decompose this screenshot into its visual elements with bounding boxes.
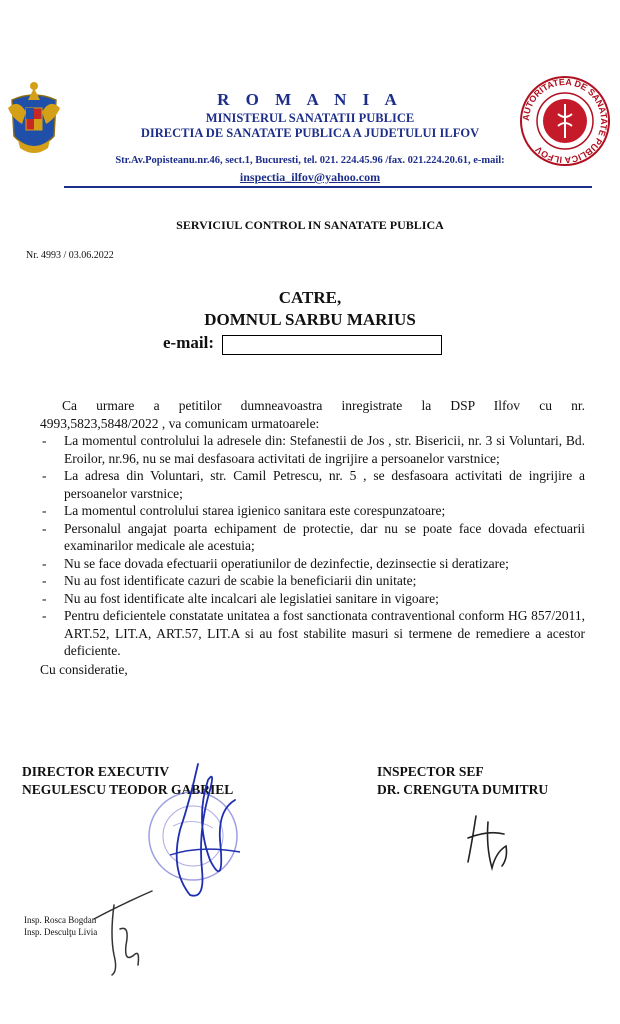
registration-number: Nr. 4993 / 03.06.2022 [26,250,114,261]
inspector-name-1: Insp. Rosca Bogdan [24,915,97,925]
closing-phrase: Cu consideratie, [40,661,128,677]
recipient-name: DOMNUL SARBU MARIUS [204,310,416,329]
finding-item: - La momentul controlului starea igienico sanitara este corespunzatoare; [40,502,585,520]
directorate-title: DIRECTIA DE SANATATE PUBLICA A JUDETULUI ILFOV [140,126,480,140]
seal-text: AUTORITATEA DE SANATATE PUBLICA ILFOV [520,76,610,166]
finding-item: - La momentul controlului la adresele din: Stefanestii de Jos , str. Bisericii, nr. 3 si Voluntari, Bd. Eroilor, nr.96, nu se mai desfasoara activitati de ingrijire a persoanelor varstnice; [40,432,585,467]
recipient-salutation: CATRE, [278,288,342,307]
chief-inspector-title: INSPECTOR SEF [377,764,484,779]
service-title: SERVICIUL CONTROL IN SANATATE PUBLICA [176,218,444,232]
finding-item: - Nu se face dovada efectuarii operatiunilor de dezinfectie, dezinsectie si deratizare; [40,555,585,573]
office-address: Str.Av.Popisteanu.nr.46, sect.1, Bucuresti, tel. 021. 224.45.96 /fax. 021.224.20.61, e-mail: [115,155,505,166]
inspector-name-2: Insp. Desculţu Livia [24,927,98,937]
director-signature-icon [150,760,250,905]
header-divider [64,186,592,188]
health-authority-seal-icon [518,74,612,168]
intro-line-1: Ca urmare a petitilor dumneavoastra inregistrate la DSP Ilfov cu nr. [62,398,585,413]
executive-director-name: NEGULESCU TEODOR GABRIEL [22,782,234,797]
executive-director-title: DIRECTOR EXECUTIV [22,764,170,779]
letter-body [40,397,585,678]
intro-line-2: 4993,5823,5848/2022 , va comunicam urmatoarele: [40,415,320,431]
inspector-signature-icon [458,812,518,872]
findings-list [40,432,585,660]
recipient-email-label: e-mail: [163,333,214,352]
inspector-initials-signature-icon [90,885,160,980]
finding-item: - Pentru deficientele constatate unitatea a fost sanctionata contraventional conform HG 857/2011, ART.52, LIT.A, ART.57, LIT.A si au fost stabilite masuri si termene de remediere a acestor deficiente. [40,607,585,660]
chief-inspector-name: DR. CRENGUTA DUMITRU [377,782,549,797]
finding-item: - Personalul angajat poarta echipament de protectie, dar nu se poate face dovada efectuarii examinarilor medicale ale acestuia; [40,520,585,555]
country-title: R O M A N I A [217,90,403,109]
finding-item: - La adresa din Voluntari, str. Camil Petrescu, nr. 5 , se desfasoara activitati de ingrijire a persoanelor varstnice; [40,467,585,502]
finding-item: - Nu au fost identificate alte incalcari ale legislatiei sanitare in vigoare; [40,590,585,608]
finding-item: - Nu au fost identificate cazuri de scabie la beneficiarii din unitate; [40,572,585,590]
ministry-title: MINISTERUL SANATATII PUBLICE [205,111,415,125]
redacted-email-box [222,335,442,355]
office-email-link[interactable]: inspectia_ilfov@yahoo.com [239,170,381,184]
